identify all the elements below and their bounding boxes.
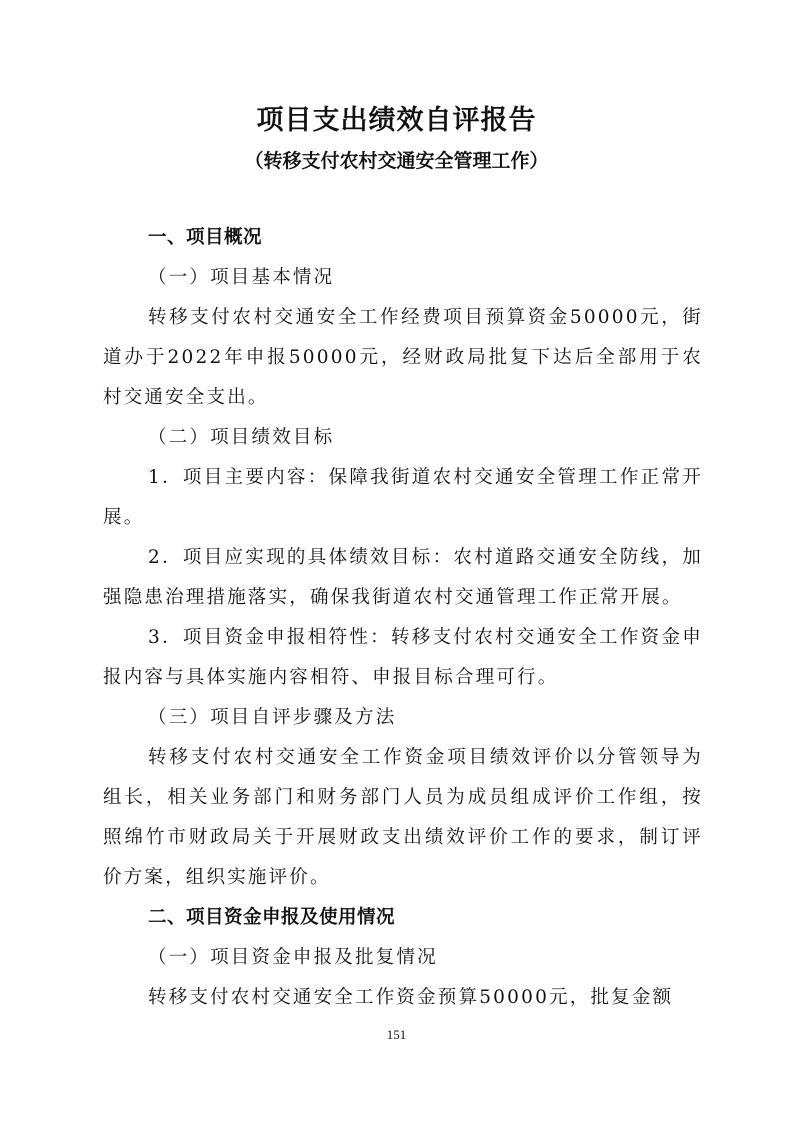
subsection-heading: （一）项目资金申报及批复情况 — [148, 947, 438, 968]
paragraph: 1．项目主要内容：保障我街道农村交通安全管理工作正常开展。 — [103, 467, 703, 528]
subsection-heading: （一）项目基本情况 — [148, 267, 335, 288]
page-number: 151 — [386, 1027, 407, 1042]
paragraph: 转移支付农村交通安全工作经费项目预算资金50000元，街道办于2022年申报50000元，经财政局批复下达后全部用于农村交通安全支出。 — [103, 307, 703, 408]
section-heading: 一、项目概况 — [148, 227, 263, 248]
document-title: 项目支出绩效自评报告 — [256, 105, 537, 136]
section-heading: 二、项目资金申报及使用情况 — [148, 907, 396, 928]
document-body — [103, 218, 703, 1018]
paragraph: 3．项目资金申报相符性：转移支付农村交通安全工作资金申报内容与具体实施内容相符、申报目标合理可行。 — [103, 627, 703, 688]
paragraph: 2．项目应实现的具体绩效目标：农村道路交通安全防线，加强隐患治理措施落实，确保我街道农村交通管理工作正常开展。 — [103, 547, 703, 608]
paragraph: 转移支付农村交通安全工作资金预算50000元，批复金额 — [148, 987, 674, 1008]
subsection-heading: （二）项目绩效目标 — [148, 427, 335, 448]
paragraph: 转移支付农村交通安全工作资金项目绩效评价以分管领导为组长，相关业务部门和财务部门人员为成员组成评价工作组，按照绵竹市财政局关于开展财政支出绩效评价工作的要求，制订评价方案，组织实施评价。 — [103, 747, 703, 888]
document-subtitle: （转移支付农村交通安全管理工作） — [244, 150, 549, 172]
subsection-heading: （三）项目自评步骤及方法 — [148, 707, 397, 728]
